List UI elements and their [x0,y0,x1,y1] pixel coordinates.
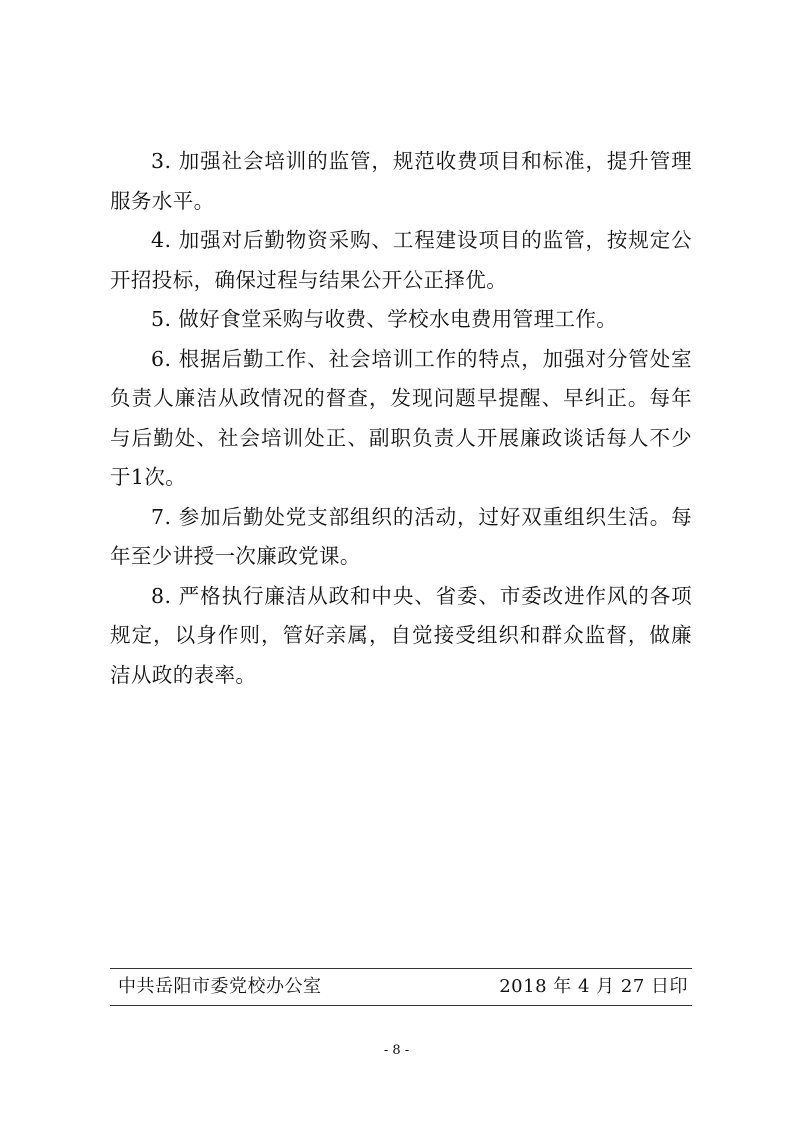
paragraph-item-7: 7. 参加后勤处党支部组织的活动，过好双重组织生活。每年至少讲授一次廉政党课。 [110,504,692,568]
paragraph-item-8: 8. 严格执行廉洁从政和中央、省委、市委改进作风的各项规定，以身作则，管好亲属，自觉接受组织和群众监督，做廉洁从政的表率。 [110,583,692,687]
footer-print-date: 2018 年 4 月 27 日印 [499,976,688,997]
paragraph-item-5: 5. 做好食堂采购与收费、学校水电费用管理工作。 [151,307,618,331]
print-footer [110,968,692,1006]
footer-bottom-rule [110,1005,692,1006]
paragraph-item-6: 6. 根据后勤工作、社会培训工作的特点，加强对分管处室负责人廉洁从政情况的督查，发现问题早提醒、早纠正。每年与后勤处、社会培训处正、副职负责人开展廉政谈话每人不少于1次。 [110,346,692,489]
footer-issuer: 中共岳阳市委党校办公室 [118,976,322,997]
paragraph-item-4: 4. 加强对后勤物资采购、工程建设项目的监管，按规定公开招投标，确保过程与结果公开公正择优。 [110,228,692,292]
document-body [110,142,692,695]
footer-top-rule [110,968,692,969]
page-number: - 8 - [383,1043,410,1058]
paragraph-item-3: 3. 加强社会培训的监管，规范收费项目和标准，提升管理服务水平。 [110,149,692,213]
